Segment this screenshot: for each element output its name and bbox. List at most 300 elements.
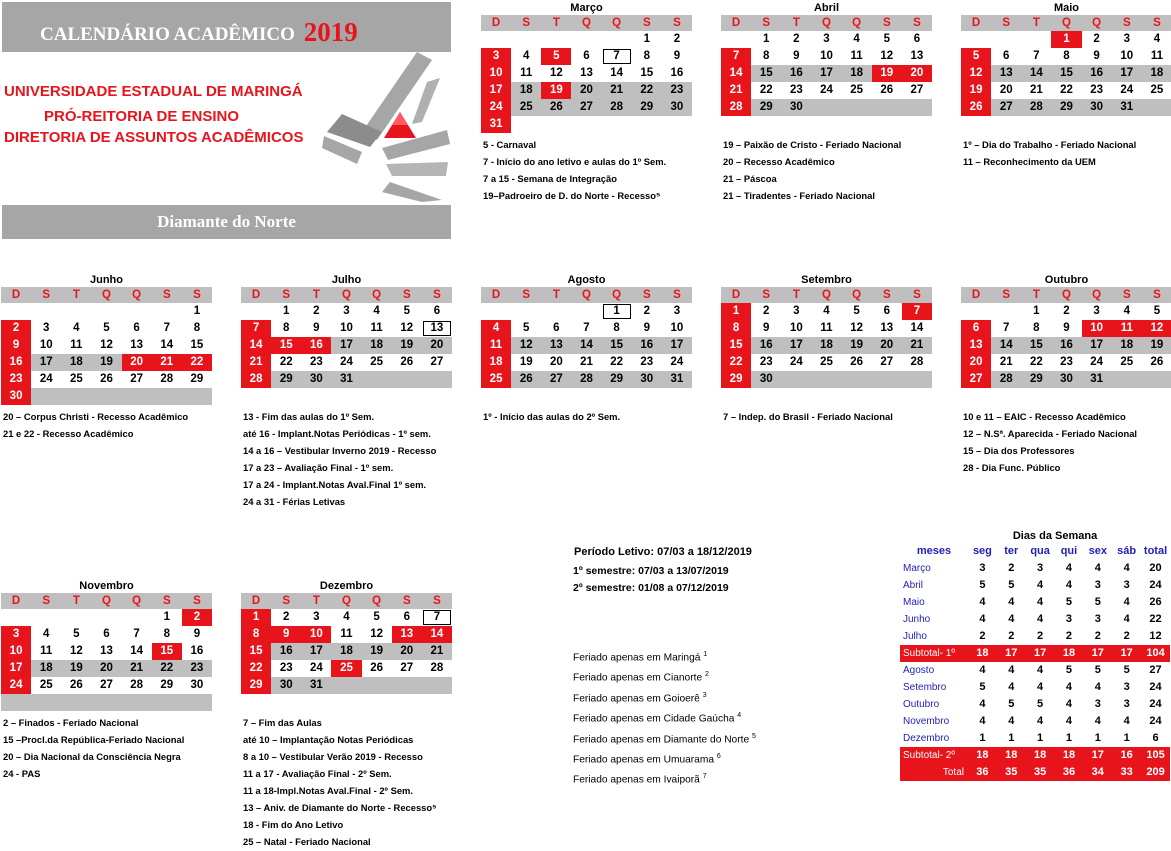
empty-cell: [811, 371, 841, 388]
day-cell: 24: [39, 373, 53, 385]
note-line: 24 - PAS: [3, 768, 41, 779]
dias-value: 1: [979, 732, 986, 744]
day-cell: 7: [902, 303, 932, 320]
day-cell: 2: [673, 33, 681, 45]
note-line: 21 – Tiradentes - Feriado Nacional: [723, 190, 875, 201]
empty-cell: [61, 303, 91, 320]
weekday-header: Q: [1082, 15, 1112, 31]
day-cell: 27: [991, 99, 1021, 116]
university-name: UNIVERSIDADE ESTADUAL DE MARINGÁ: [4, 83, 303, 100]
day-cell: 17: [781, 337, 811, 354]
day-cell: 4: [523, 50, 530, 62]
dias-value: 5: [1008, 698, 1015, 710]
day-cell: 4: [853, 33, 860, 45]
month-agosto: [481, 273, 692, 405]
day-cell: 9: [271, 626, 301, 643]
day-cell: 28: [571, 371, 601, 388]
feriado-line: [573, 728, 756, 748]
day-cell: 6: [103, 628, 110, 640]
empty-cell: [122, 303, 152, 320]
day-cell: 6: [1003, 50, 1010, 62]
day-cell: 27: [400, 662, 414, 674]
day-cell: 11: [481, 337, 511, 354]
weekday-header: Q: [602, 287, 632, 303]
note-line: 20 – Corpus Christi - Recesso Acadêmico: [3, 411, 189, 422]
empty-cell: [31, 609, 61, 626]
day-cell: 29: [602, 371, 632, 388]
day-cell: 16: [1, 354, 31, 371]
day-cell: 8: [1033, 322, 1040, 334]
empty-cell: [842, 388, 872, 405]
day-cell: 29: [1021, 371, 1051, 388]
day-cell: 19: [91, 354, 121, 371]
empty-cell: [511, 116, 541, 133]
empty-cell: [1142, 371, 1171, 388]
weekday-header: D: [241, 287, 271, 303]
dias-value: 17: [997, 645, 1026, 662]
day-cell: 31: [301, 677, 331, 694]
day-cell: 27: [100, 679, 113, 691]
weekday-header: S: [902, 287, 932, 303]
day-cell: 9: [313, 322, 320, 334]
month-grid: [241, 287, 452, 405]
empty-cell: [1051, 388, 1081, 405]
feriado-footnote: 3: [702, 691, 707, 699]
empty-cell: [1112, 371, 1142, 388]
day-cell: 29: [190, 373, 204, 385]
day-cell: 10: [1082, 320, 1112, 337]
empty-cell: [152, 694, 182, 711]
note-line: 18 - Fim do Ano Letivo: [243, 819, 344, 830]
day-cell: 14: [910, 322, 924, 334]
day-cell: 27: [961, 371, 991, 388]
day-cell: 25: [39, 679, 53, 691]
day-cell: 2: [1093, 33, 1100, 45]
weekday-header: S: [392, 287, 422, 303]
empty-cell: [781, 116, 811, 133]
day-cell: 13: [422, 320, 452, 337]
weekday-header: S: [872, 15, 902, 31]
day-cell: 8: [721, 320, 751, 337]
day-cell: 22: [241, 660, 271, 677]
notes-marco: [483, 136, 666, 204]
empty-cell: [961, 31, 991, 48]
dias-row-label: Julho: [903, 631, 927, 642]
dias-row-label: Abril: [903, 580, 924, 591]
dias-value: 4: [1123, 562, 1130, 574]
dias-value: 4: [1037, 715, 1044, 727]
day-cell: 13: [880, 322, 894, 334]
weekday-header: Q: [571, 287, 601, 303]
day-cell: 1: [721, 303, 751, 320]
day-cell: 25: [1150, 84, 1164, 96]
day-cell: 28: [721, 99, 751, 116]
day-cell: 28: [241, 371, 271, 388]
dias-value: 4: [979, 698, 986, 710]
feriado-text: Feriado apenas em Ivaiporã: [573, 774, 703, 786]
empty-cell: [781, 371, 811, 388]
day-cell: 9: [1093, 50, 1100, 62]
day-cell: 24: [1120, 84, 1134, 96]
note-line: 15 –Procl.da República-Feriado Nacional: [3, 734, 185, 745]
month-grid: [241, 593, 452, 711]
weekday-header: S: [1142, 287, 1171, 303]
empty-cell: [842, 371, 872, 388]
weekday-header: Q: [331, 593, 361, 609]
day-cell: 2: [313, 305, 320, 317]
day-cell: 22: [721, 354, 751, 371]
empty-cell: [481, 388, 511, 405]
day-cell: 11: [70, 339, 83, 351]
empty-cell: [481, 303, 511, 320]
day-cell: 11: [520, 67, 533, 79]
day-cell: 18: [1112, 337, 1142, 354]
weekday-header: T: [301, 593, 331, 609]
day-cell: 6: [553, 322, 560, 334]
day-cell: 10: [670, 322, 684, 334]
day-cell: 4: [1123, 305, 1130, 317]
empty-cell: [331, 388, 361, 405]
day-cell: 20: [392, 643, 422, 660]
month-name: Maio: [1053, 2, 1080, 14]
dias-value: 18: [968, 645, 997, 662]
empty-cell: [511, 31, 541, 48]
day-cell: 29: [721, 371, 751, 388]
dias-value: 5: [979, 579, 986, 591]
notes-novembro: [3, 714, 184, 782]
day-cell: 5: [1153, 305, 1161, 317]
empty-cell: [511, 303, 541, 320]
day-cell: 18: [362, 337, 392, 354]
day-cell: 19: [842, 337, 872, 354]
day-cell: 30: [1082, 99, 1112, 116]
day-cell: 30: [1, 388, 31, 405]
dias-value: 4: [979, 664, 986, 676]
day-cell: 14: [422, 626, 452, 643]
empty-cell: [362, 388, 392, 405]
note-line: 20 – Recesso Acadêmico: [723, 156, 835, 167]
day-cell: 20: [961, 354, 991, 371]
note-line: 13 - Fim das aulas do 1º Sem.: [243, 411, 375, 422]
note-line: 11 a 18-Impl.Notas Aval.Final - 2º Sem.: [243, 785, 413, 796]
dias-value: 105: [1141, 747, 1170, 764]
month-grid: [721, 15, 932, 133]
dias-row-label: Março: [903, 563, 931, 574]
day-cell: 31: [1082, 371, 1112, 388]
weekday-header: S: [902, 15, 932, 31]
day-cell: 27: [130, 373, 144, 385]
day-cell: 30: [190, 679, 204, 691]
day-cell: 29: [160, 679, 174, 691]
dias-value: 4: [1094, 681, 1101, 693]
day-cell: 2: [1063, 305, 1070, 317]
day-cell: 19: [1142, 337, 1171, 354]
weekday-header: S: [392, 593, 422, 609]
dias-value: 34: [1083, 764, 1112, 781]
dias-value: 26: [1149, 596, 1162, 608]
day-cell: 25: [1120, 356, 1134, 368]
notes-julho: [243, 408, 436, 510]
weekday-header: S: [751, 15, 781, 31]
empty-cell: [602, 388, 632, 405]
day-cell: 15: [190, 339, 204, 351]
weekday-header: S: [991, 15, 1021, 31]
segundo-semestre: 2º semestre: 01/08 a 07/12/2019: [573, 582, 729, 594]
day-cell: 26: [1150, 356, 1164, 368]
dias-header: qua: [1030, 545, 1050, 557]
feriado-text: Feriado apenas em Goioerê: [573, 693, 703, 705]
dias-value: 1: [1123, 732, 1130, 744]
feriado-footnote: 6: [716, 752, 721, 760]
day-cell: 10: [340, 322, 353, 334]
dias-value: 4: [979, 715, 986, 727]
day-cell: 17: [1082, 337, 1112, 354]
month-name: Dezembro: [319, 580, 374, 592]
empty-cell: [152, 388, 182, 405]
day-cell: 22: [152, 660, 182, 677]
weekday-header: Q: [1051, 15, 1081, 31]
month-dezembro: [241, 579, 452, 711]
month-julho: [241, 273, 452, 405]
day-cell: 2: [793, 33, 800, 45]
day-cell: 17: [811, 65, 841, 82]
day-cell: 23: [309, 356, 323, 368]
note-line: 28 - Dia Func. Público: [963, 462, 1061, 473]
day-cell: 4: [823, 305, 830, 317]
feriado-footnote: 2: [704, 671, 709, 679]
weekday-header: D: [481, 15, 511, 31]
day-cell: 11: [850, 50, 863, 62]
day-cell: 4: [373, 305, 380, 317]
feriado-footnote: 1: [703, 651, 708, 658]
empty-cell: [571, 116, 601, 133]
weekday-header: S: [1142, 15, 1171, 31]
day-cell: 5: [523, 322, 530, 334]
day-cell: 19: [392, 337, 422, 354]
weekday-header: D: [721, 15, 751, 31]
day-cell: 5: [103, 322, 110, 334]
dias-value: 4: [1123, 715, 1130, 727]
dias-value: 17: [1026, 645, 1055, 662]
day-cell: 11: [370, 322, 383, 334]
dias-value: 18: [1026, 747, 1055, 764]
dias-value: 33: [1112, 764, 1141, 781]
weekday-header: T: [301, 287, 331, 303]
day-cell: 4: [43, 628, 50, 640]
day-cell: 28: [991, 371, 1021, 388]
day-cell: 9: [793, 50, 800, 62]
campus-banner: [2, 205, 451, 239]
dias-row-label: Setembro: [903, 682, 947, 693]
weekday-header: S: [152, 593, 182, 609]
campus-name: Diamante do Norte: [157, 212, 296, 231]
weekday-header: S: [1112, 15, 1142, 31]
dias-value: 4: [1037, 664, 1044, 676]
empty-cell: [122, 609, 152, 626]
day-cell: 24: [1090, 356, 1104, 368]
day-cell: 21: [721, 82, 751, 99]
note-line: 12 – N.Sª. Aparecida - Feriado Nacional: [963, 428, 1138, 439]
month-grid: [481, 15, 692, 133]
day-cell: 19: [961, 82, 991, 99]
weekday-header: Q: [1082, 287, 1112, 303]
note-line: até 10 – Implantação Notas Periódicas: [243, 734, 414, 745]
dias-value: 1: [1037, 732, 1044, 744]
pro-reitoria: PRÓ-REITORIA DE ENSINO: [44, 108, 240, 125]
dias-value: 4: [1008, 664, 1015, 676]
dias-value: 5: [1123, 664, 1130, 676]
day-cell: 19: [872, 65, 902, 82]
weekday-header: S: [152, 287, 182, 303]
day-cell: 6: [403, 611, 410, 623]
day-cell: 31: [1112, 99, 1142, 116]
day-cell: 5: [373, 611, 380, 623]
dias-value: 4: [1008, 715, 1015, 727]
day-cell: 26: [511, 371, 541, 388]
day-cell: 22: [610, 356, 624, 368]
note-line: 15 – Dia dos Professores: [963, 445, 1075, 456]
dias-value: 27: [1149, 664, 1162, 676]
dias-row-label: Subtotal- 2º: [900, 747, 968, 764]
day-cell: 5: [541, 48, 571, 65]
dias-value: 16: [1112, 747, 1141, 764]
dias-value: 17: [1112, 645, 1141, 662]
note-line: 11 a 17 - Avaliação Final - 2º Sem.: [243, 768, 392, 779]
note-line: até 16 - Implant.Notas Periódicas - 1º sem.: [243, 428, 431, 439]
day-cell: 3: [481, 48, 511, 65]
empty-cell: [1082, 388, 1112, 405]
day-cell: 2: [283, 611, 290, 623]
month-setembro: [721, 273, 932, 405]
empty-cell: [961, 116, 991, 133]
month-grid: [1, 287, 212, 405]
day-cell: 26: [400, 356, 414, 368]
dias-value: 4: [1037, 613, 1044, 625]
calendar-title: CALENDÁRIO ACADÊMICO: [40, 24, 295, 45]
day-cell: 18: [511, 82, 541, 99]
dias-value: 6: [1152, 732, 1159, 744]
note-line: 19–Padroeiro de D. do Norte - Recesso⁵: [483, 190, 661, 201]
weekday-header: S: [31, 593, 61, 609]
month-name: Junho: [90, 274, 123, 286]
empty-cell: [362, 677, 392, 694]
day-cell: 11: [340, 628, 353, 640]
weekday-header: D: [1, 287, 31, 303]
weekday-header: S: [422, 593, 452, 609]
dias-value: 5: [1008, 579, 1015, 591]
empty-cell: [1, 694, 31, 711]
day-cell: 17: [481, 82, 511, 99]
empty-cell: [1021, 31, 1051, 48]
day-cell: 29: [1051, 99, 1081, 116]
weekday-header: T: [61, 287, 91, 303]
day-cell: 16: [781, 65, 811, 82]
note-line: 7 – Indep. do Brasil - Feriado Nacional: [723, 411, 893, 422]
weekday-header: S: [1112, 287, 1142, 303]
dias-value: 4: [1008, 613, 1015, 625]
day-cell: 5: [73, 628, 80, 640]
month-marco: [481, 1, 692, 133]
day-cell: 30: [781, 99, 811, 116]
day-cell: 16: [1051, 337, 1081, 354]
feriados-locais: [573, 646, 756, 789]
day-cell: 1: [643, 33, 650, 45]
day-cell: 16: [751, 337, 781, 354]
empty-cell: [961, 303, 991, 320]
note-line: 8 a 10 – Vestibular Verão 2019 - Recesso: [243, 751, 423, 762]
dias-header: sex: [1088, 545, 1107, 557]
weekday-header: Q: [842, 287, 872, 303]
dias-value: 1: [1094, 732, 1101, 744]
empty-cell: [31, 303, 61, 320]
dias-value: 5: [1065, 664, 1073, 676]
calendar-year: 2019: [303, 17, 358, 47]
notes-abril: [723, 136, 901, 204]
weekday-header: S: [182, 287, 212, 303]
feriado-line: [573, 646, 756, 666]
empty-cell: [1021, 388, 1051, 405]
weekday-header: D: [481, 287, 511, 303]
month-abril: [721, 1, 932, 133]
notes-agosto: [483, 408, 620, 425]
day-cell: 3: [1, 626, 31, 643]
day-cell: 24: [481, 99, 511, 116]
weekday-header: S: [632, 287, 662, 303]
day-cell: 19: [61, 660, 91, 677]
day-cell: 13: [910, 50, 924, 62]
dias-row-label: Total: [900, 764, 968, 781]
dias-value: 5: [1065, 596, 1073, 608]
feriado-line: [573, 748, 756, 768]
dias-value: 17: [1083, 645, 1112, 662]
day-cell: 20: [571, 82, 601, 99]
day-cell: 24: [1, 677, 31, 694]
dias-row-label: Dezembro: [903, 733, 950, 744]
note-line: 1º – Dia do Trabalho - Feriado Nacional: [963, 139, 1137, 150]
day-cell: 6: [961, 320, 991, 337]
weekday-header: Q: [122, 287, 152, 303]
month-name: Outubro: [1044, 274, 1089, 286]
empty-cell: [1, 303, 31, 320]
day-cell: 2: [763, 305, 770, 317]
month-junho: [1, 273, 212, 405]
empty-cell: [61, 388, 91, 405]
day-cell: 10: [39, 339, 53, 351]
dias-value: 4: [1065, 562, 1073, 574]
day-cell: 24: [309, 662, 323, 674]
periodo-letivo: Período Letivo: 07/03 a 18/12/2019: [574, 546, 752, 558]
dias-value: 3: [1123, 681, 1130, 693]
day-cell: 9: [1063, 322, 1070, 334]
day-cell: 12: [370, 628, 384, 640]
weekday-header: S: [632, 15, 662, 31]
day-cell: 15: [640, 67, 654, 79]
empty-cell: [872, 116, 902, 133]
day-cell: 22: [182, 354, 212, 371]
day-cell: 19: [519, 356, 533, 368]
empty-cell: [91, 303, 121, 320]
empty-cell: [331, 694, 361, 711]
empty-cell: [902, 388, 932, 405]
weekday-header: S: [751, 287, 781, 303]
empty-cell: [241, 303, 271, 320]
day-cell: 26: [541, 99, 571, 116]
day-cell: 18: [331, 643, 361, 660]
feriado-text: Feriado apenas em Cidade Gaúcha: [573, 713, 738, 725]
dias-value: 3: [1123, 698, 1130, 710]
empty-cell: [91, 694, 121, 711]
day-cell: 28: [1021, 99, 1051, 116]
